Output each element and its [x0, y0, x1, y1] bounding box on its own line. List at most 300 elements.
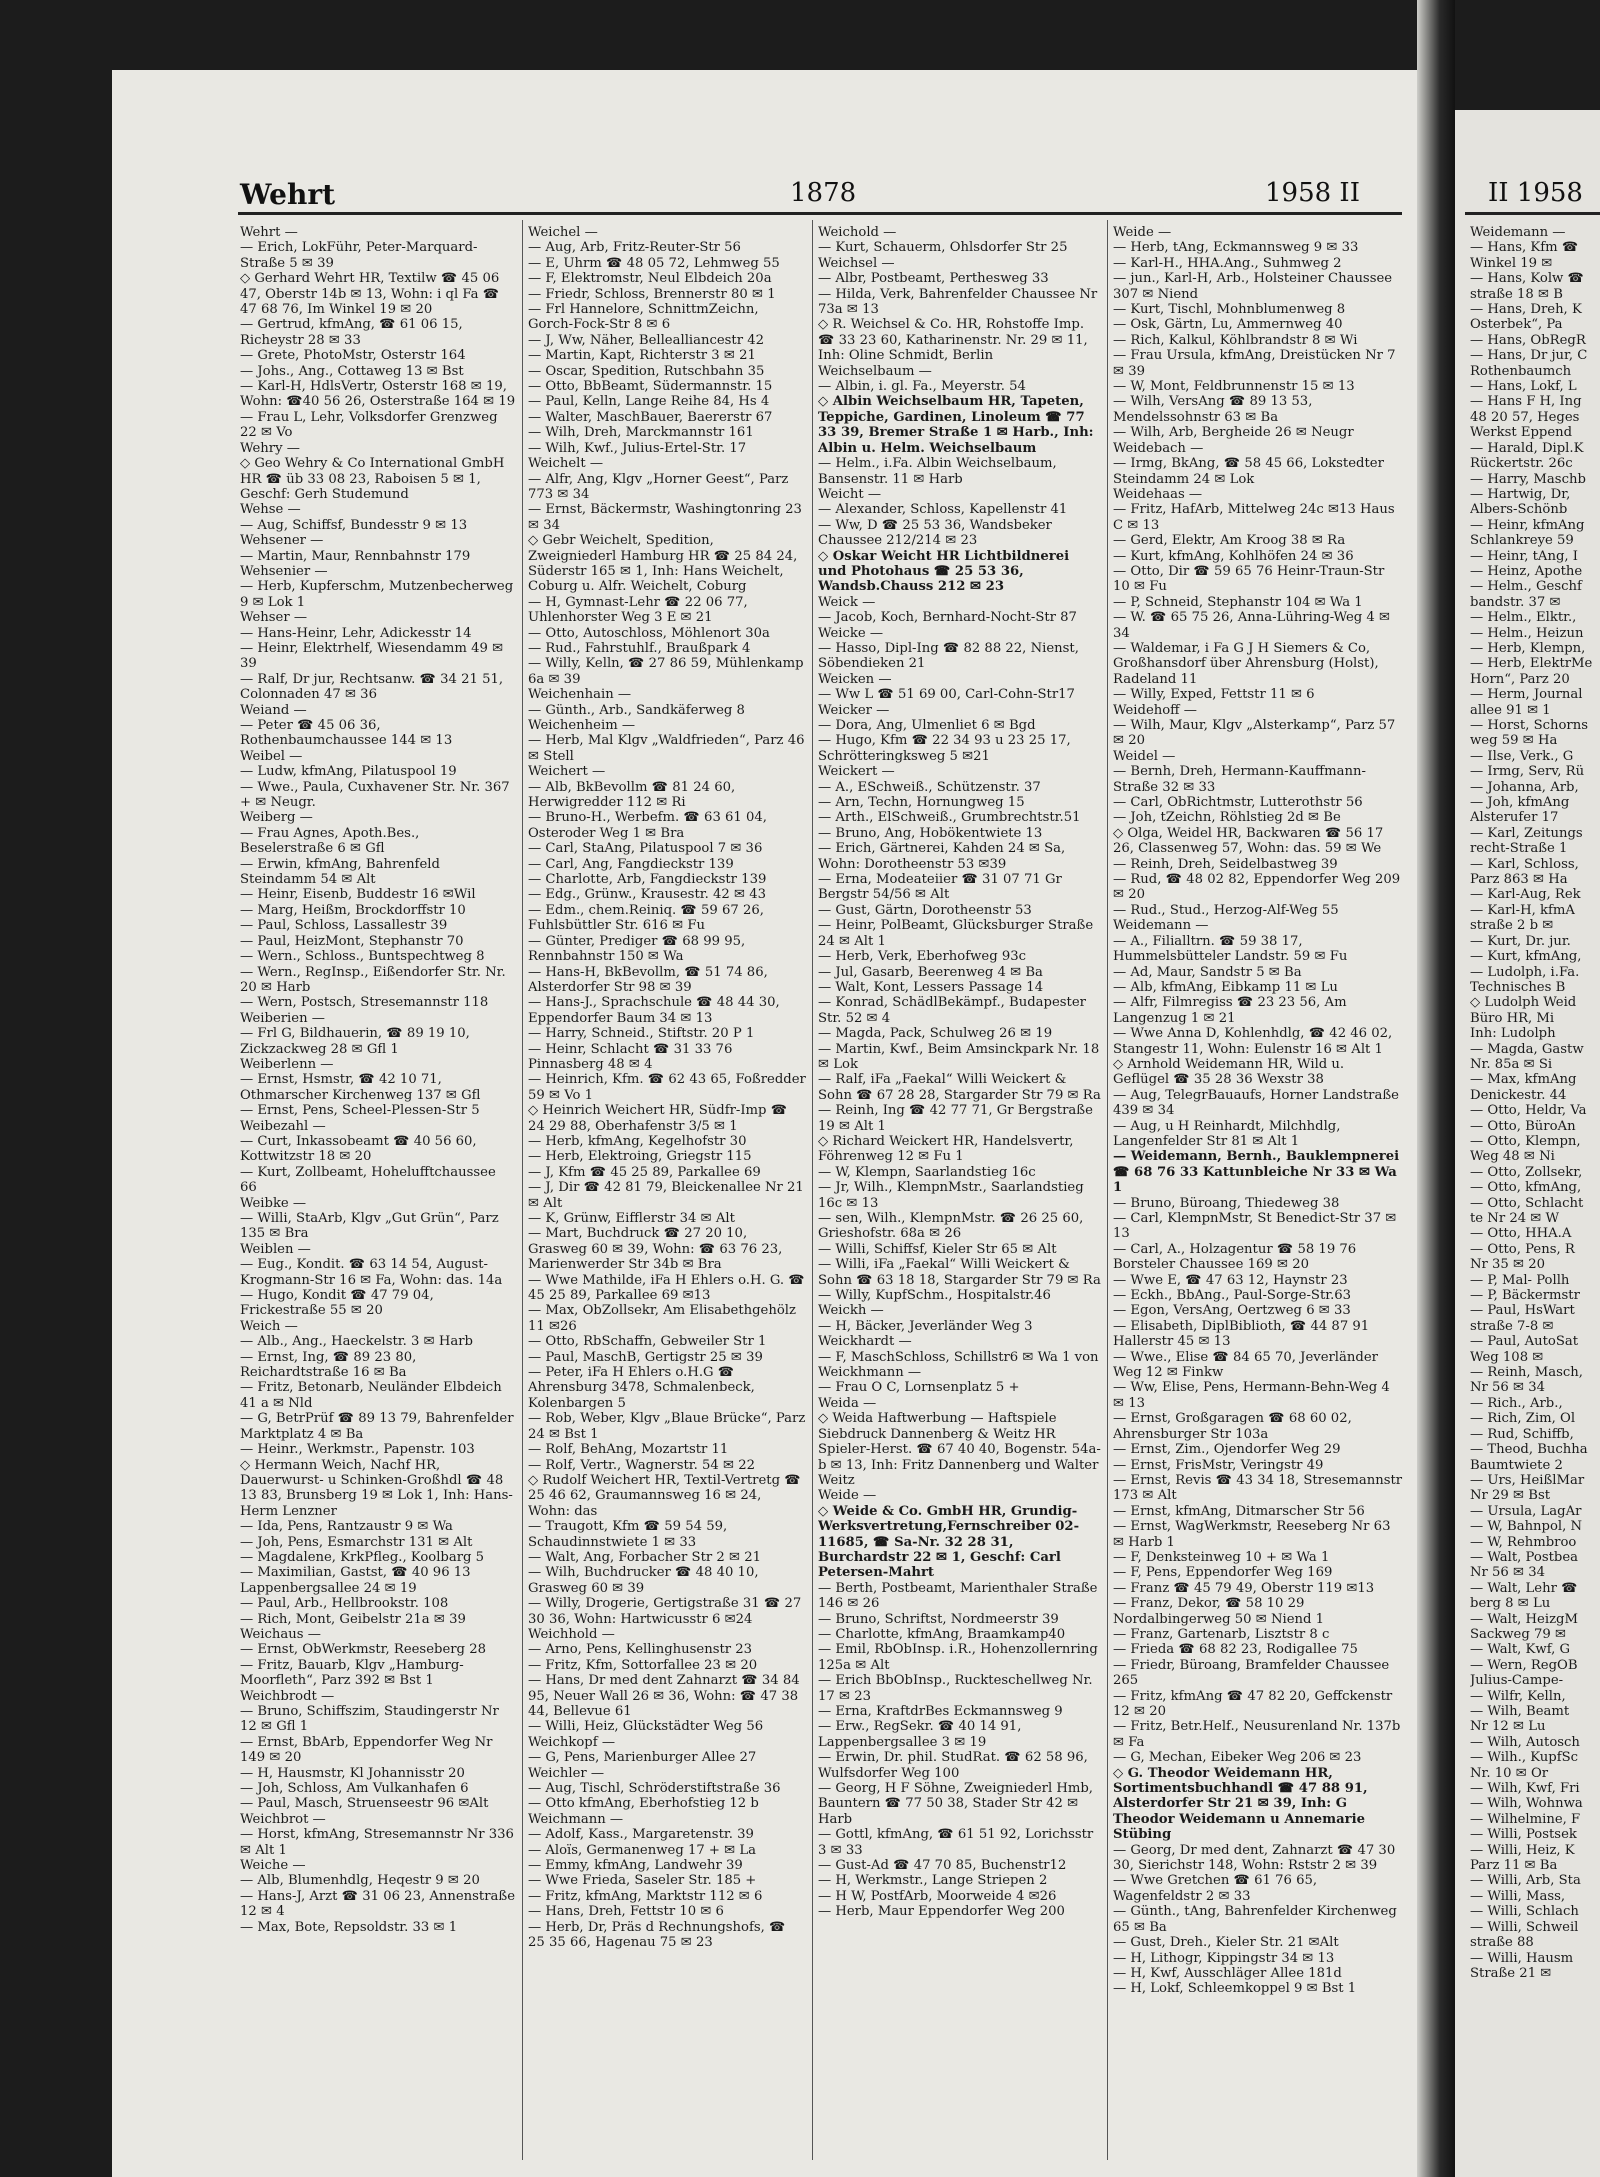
directory-entry: Straße 21 ✉: [1470, 1965, 1552, 1981]
directory-entry: Osterbek“, Pa: [1470, 317, 1563, 333]
directory-entry: Weichkopf —: [528, 1734, 616, 1750]
directory-entry: — Herb, Verk, Eberhofweg 93c: [818, 949, 1026, 965]
directory-entry: — J, Dir ☎ 42 81 79, Bleickenallee Nr 21 ✉ Alt: [528, 1180, 804, 1211]
directory-entry: — Günth., Arb., Sandkäferweg 8: [528, 702, 745, 718]
directory-entry: — Wern., RegInsp., Eißendorfer Str. Nr. 20 ✉ Harb: [240, 964, 506, 995]
directory-entry: Nr. 85a ✉ Si: [1470, 1056, 1553, 1072]
directory-entry: — Fritz, Bauarb, Klgv „Hamburg-Moorfleth“, Parz 392 ✉ Bst 1: [240, 1657, 464, 1689]
directory-entry: ◇ Weida Haftwerbung — Haftspiele Siebdruck Dannenberg & Weitz HR Spieler-Herst. ☎ 67 40 40, Bogenstr. 54a-b ✉ 13, Inh: Fritz Dannenberg und Walter Weitz: [818, 1411, 1101, 1488]
directory-entry: — Hans-H, BkBevollm, ☎ 51 74 86, Alsterdorfer Str 98 ✉ 39: [528, 964, 768, 995]
directory-entry: — E, Uhrm ☎ 48 05 72, Lehmweg 55: [528, 255, 780, 271]
directory-entry: — Karl-H, kfmA: [1470, 902, 1575, 918]
directory-entry: Baumtwiete 2: [1470, 1457, 1563, 1473]
next-page-header-rule: [1465, 212, 1600, 215]
directory-entry: — Friedr, Schloss, Brennerstr 80 ✉ 1: [528, 286, 776, 302]
directory-entry: Weichhold —: [528, 1626, 615, 1642]
directory-entry: — Alfr, Ang, Klgv „Horner Geest“, Parz 773 ✉ 34: [528, 471, 789, 502]
directory-entry: — Helm., Heizun: [1470, 625, 1584, 641]
directory-entry: — Aug, Schiffsf, Bundesstr 9 ✉ 13: [240, 517, 468, 533]
directory-entry: ◇ Albin Weichselbaum HR, Tapeten, Teppiche, Gardinen, Linoleum ☎ 77 33 39, Bremer Straße 1 ✉ Harb., Inh: Albin u. Helm. Weichselbaum: [818, 394, 1094, 456]
directory-entry: Julius-Campe-: [1470, 1673, 1564, 1689]
directory-entry: — F, MaschSchloss, Schillstr6 ✉ Wa 1 von Weickhmann —: [818, 1349, 1099, 1381]
column-divider: [522, 220, 523, 2160]
directory-entry: — Heinr, Schlacht ☎ 31 33 76 Pinnasberg 48 ✉ 4: [528, 1041, 733, 1072]
directory-entry: — Ernst, Bäckermstr, Washingtonring 23 ✉ 34: [528, 502, 802, 533]
directory-entry: — Ralf, Dr jur, Rechtsanw. ☎ 34 21 51, Colonnaden 47 ✉ 36: [240, 671, 504, 703]
directory-entry: Nr 56 ✉ 34: [1470, 1380, 1546, 1396]
directory-entry: Weichselbaum —: [818, 363, 932, 379]
directory-entry: — Hartwig, Dr,: [1470, 486, 1571, 502]
directory-entry: Werkst Eppend: [1470, 425, 1573, 441]
directory-entry: Weibel —: [240, 748, 303, 764]
directory-entry: Inh: Ludolph: [1470, 1026, 1556, 1042]
directory-entry: — Ww, Elise, Pens, Hermann-Behn-Weg 4 ✉ 13: [1113, 1380, 1390, 1411]
directory-entry: — Mart, Buchdruck ☎ 27 20 10, Grasweg 60 ✉ 39, Wohn: ☎ 63 76 23, Marienwerder Str 34b ✉ Bra: [528, 1226, 783, 1273]
directory-entry: — Wilh, Kwf., Julius-Ertel-Str. 17: [528, 440, 747, 456]
directory-entry: — Eckh., BbAng., Paul-Sorge-Str.63: [1113, 1288, 1352, 1304]
directory-entry: Nr 35 ✉ 20: [1470, 1257, 1546, 1273]
directory-entry: — Willi, iFa „Faekal“ Willi Weickert & Sohn ☎ 63 18 18, Stargarder Str 79 ✉ Ra: [818, 1257, 1101, 1288]
directory-entry: — Albin, i. gl. Fa., Meyerstr. 54: [818, 379, 1026, 395]
directory-entry: Weickert —: [818, 764, 895, 780]
directory-entry: — Fritz, Betr.Helf., Neusurenland Nr. 137b ✉ Fa: [1113, 1719, 1401, 1750]
directory-entry: ◇ Rudolf Weichert HR, Textil-Vertretg ☎ 25 46 62, Graumannsweg 16 ✉ 24, Wohn: das: [528, 1472, 801, 1519]
directory-entry: ◇ Richard Weickert HR, Handelsvertr, Föhrenweg 12 ✉ Fu 1: [818, 1133, 1074, 1165]
directory-entry: — Osk, Gärtn, Lu, Ammernweg 40: [1113, 317, 1343, 333]
directory-entry: — jun., Karl-H, Arb., Holsteiner Chaussee 307 ✉ Niend: [1113, 271, 1393, 302]
directory-entry: — Wilh, Beamt: [1470, 1704, 1570, 1719]
directory-entry: — Ernst, Pens, Scheel-Plessen-Str 5: [240, 1103, 480, 1119]
directory-entry: — Erich, Gärtnerei, Kahden 24 ✉ Sa, Wohn: Dorotheenstr 53 ✉39: [818, 841, 1066, 872]
directory-entry: — Carl, ObRichtmstr, Lutterothstr 56: [1113, 795, 1363, 811]
directory-entry: Wehse —: [240, 502, 301, 518]
directory-entry: — Herb, Maur Eppendorfer Weg 200: [818, 1904, 1065, 1920]
directory-entry: — Max, kfmAng: [1470, 1072, 1577, 1088]
directory-entry: — Ernst, ObWerkmstr, Reeseberg 28: [240, 1642, 486, 1658]
next-page-header: II 1958: [1488, 178, 1583, 208]
directory-entry: ◇ Ludolph Weid: [1470, 995, 1577, 1011]
directory-entry: — Frau O C, Lornsenplatz 5 +: [818, 1380, 1020, 1396]
directory-entry: — Wwe Anna D, Kohlenhdlg, ☎ 42 46 02, Stangestr 11, Wohn: Eulenstr 16 ✉ Alt 1: [1113, 1026, 1393, 1057]
directory-entry: Weidebach —: [1113, 440, 1204, 456]
directory-entry: — Frau Agnes, Apoth.Bes., Beselerstraße 6 ✉ Gfl: [240, 825, 420, 857]
directory-entry: — Kurt, Dr. jur.: [1470, 933, 1571, 949]
directory-entry: — Rud, ☎ 48 02 82, Eppendorfer Weg 209 ✉ 20: [1113, 872, 1401, 903]
directory-entry: straße 18 ✉ B: [1470, 286, 1563, 302]
directory-entry: — Rich., Arb.,: [1470, 1395, 1563, 1411]
directory-entry: — Grete, PhotoMstr, Osterstr 164: [240, 348, 466, 364]
directory-entry: — Heinr, Elektrhelf, Wiesendamm 49 ✉ 39: [240, 640, 504, 672]
directory-entry: — Ludolph, i.Fa.: [1470, 964, 1580, 980]
directory-entry: — Horst, Schorns: [1470, 718, 1588, 733]
directory-entry: — Hans, Dr jur, C: [1470, 348, 1588, 364]
directory-entry: — Rob, Weber, Klgv „Blaue Brücke“, Parz 24 ✉ Bst 1: [528, 1411, 806, 1442]
directory-entry: — Günter, Prediger ☎ 68 99 95, Rennbahnstr 150 ✉ Wa: [528, 933, 746, 965]
directory-entry: — Otto, Zollsekr,: [1470, 1164, 1583, 1180]
directory-entry: — Friedr, Büroang, Bramfelder Chaussee 265: [1113, 1657, 1390, 1689]
directory-entry: ◇ Gebr Weichelt, Spedition, Zweigniederl Hamburg HR ☎ 25 84 24, Süderstr 165 ✉ 1, Inh: Hans Weichelt, Coburg u. Alfr. Weichelt, Coburg: [528, 533, 798, 595]
directory-entry: — Rud., Fahrstuhlf., Braußpark 4: [528, 640, 751, 656]
directory-entry: allee 91 ✉ 1: [1470, 702, 1551, 718]
directory-entry: — P, Schneid, Stephanstr 104 ✉ Wa 1: [1113, 594, 1363, 610]
directory-entry: Büro HR, Mi: [1470, 1010, 1555, 1026]
directory-entry: — Charlotte, Arb, Fangdieckstr 139: [528, 872, 767, 888]
directory-entry: — Ralf, iFa „Faekal“ Willi Weickert & Sohn ☎ 67 28 28, Stargarder Str 79 ✉ Ra: [818, 1072, 1101, 1103]
directory-entry: — Aug, Tischl, Schröderstiftstraße 36: [528, 1781, 781, 1797]
directory-entry: — Erna, Modeateiier ☎ 31 07 71 Gr Bergstr 54/56 ✉ Alt: [818, 872, 1062, 903]
directory-entry: — Konrad, SchädlBekämpf., Budapester Str. 52 ✉ 4: [818, 995, 1086, 1026]
directory-entry: — Wilh., KupfSc: [1470, 1750, 1579, 1766]
directory-entry: — Walt, Postbea: [1470, 1549, 1579, 1565]
directory-entry: — Willy, KupfSchm., Hospitalstr.46: [818, 1288, 1051, 1304]
directory-entry: — Gottl, kfmAng, ☎ 61 51 92, Lorichsstr 3 ✉ 33: [818, 1827, 1094, 1858]
directory-entry: straße 2 b ✉: [1470, 918, 1554, 934]
directory-entry: Weicker —: [818, 702, 890, 718]
directory-entry: — Berth, Postbeamt, Marienthaler Straße 146 ✉ 26: [818, 1580, 1098, 1612]
directory-entry: — Walt, Kwf, G: [1470, 1642, 1571, 1658]
directory-entry: — Paul, Masch, Struenseestr 96 ✉Alt: [240, 1796, 489, 1812]
directory-entry: — Hasso, Dipl-Ing ☎ 82 88 22, Nienst, Söbendieken 21: [818, 640, 1079, 672]
directory-entry: — Hans, ObRegR: [1470, 332, 1586, 348]
directory-entry: — Ad, Maur, Sandstr 5 ✉ Ba: [1113, 964, 1302, 980]
directory-entry: — H, Gymnast-Lehr ☎ 22 06 77, Uhlenhorster Weg 3 E ✉ 21: [528, 594, 748, 626]
directory-entry: — Martin, Kwf., Beim Amsinckpark Nr. 18 ✉ Lok: [818, 1041, 1100, 1072]
directory-entry: Weide —: [1113, 225, 1172, 240]
directory-entry: — Otto, Pens, R: [1470, 1241, 1575, 1257]
directory-entry: — Helm., Geschf: [1470, 579, 1582, 595]
directory-entry: Weg 48 ✉ Ni: [1470, 1149, 1555, 1165]
directory-entry: — Franz ☎ 45 79 49, Oberstr 119 ✉13: [1113, 1580, 1375, 1596]
directory-entry: — Alb., Ang., Haeckelstr. 3 ✉ Harb: [240, 1334, 473, 1350]
directory-entry: — Ernst, Revis ☎ 43 34 18, Stresemannstr 173 ✉ Alt: [1113, 1472, 1403, 1504]
directory-entry: — Joh, tZeichn, Röhlstieg 2d ✉ Be: [1113, 810, 1341, 826]
directory-entry: — Weidemann, Bernh., Bauklempnerei ☎ 68 76 33 Kattunbleiche Nr 33 ✉ Wa 1: [1113, 1149, 1400, 1196]
directory-entry: — Aug, TelegrBauaufs, Horner Landstraße 439 ✉ 34: [1113, 1087, 1399, 1119]
directory-entry: Weidehoff —: [1113, 702, 1197, 718]
directory-entry: — Kurt, kfmAng,: [1470, 949, 1582, 965]
directory-entry: — Heinr, PolBeamt, Glücksburger Straße 24 ✉ Alt 1: [818, 918, 1094, 949]
directory-entry: — Herb, Dr, Präs d Rechnungshofs, ☎ 25 35 66, Hagenau 75 ✉ 23: [528, 1919, 786, 1951]
directory-entry: ◇ Oskar Weicht HR Lichtbildnerei und Photohaus ☎ 25 53 36, Wandsb.Chauss 212 ✉ 23: [818, 548, 1070, 595]
directory-entry: ◇ Olga, Weidel HR, Backwaren ☎ 56 17 26, Classenweg 57, Wohn: das. 59 ✉ We: [1113, 825, 1384, 857]
directory-entry: — Peter, iFa H Ehlers o.H.G ☎ Ahrensburg 3478, Schmalenbeck, Kolenbargen 5: [528, 1365, 755, 1411]
directory-entry: — Herb, Klempn,: [1470, 640, 1586, 656]
directory-entry: — Wwe., Paula, Cuxhavener Str. Nr. 367 + ✉ Neugr.: [240, 779, 510, 811]
directory-entry: — P, Bäckermstr: [1470, 1288, 1580, 1304]
directory-entry: — Paul, Kelln, Lange Reihe 84, Hs 4: [528, 394, 770, 410]
directory-entry: — Heinrich, Kfm. ☎ 62 43 65, Foßredder 59 ✉ Vo 1: [528, 1072, 806, 1103]
directory-entry: — Ernst, kfmAng, Ditmarscher Str 56: [1113, 1503, 1365, 1519]
directory-entry: — Gertrud, kfmAng, ☎ 61 06 15, Richeystr 28 ✉ 33: [240, 317, 463, 348]
directory-entry: ◇ G. Theodor Weidemann HR, Sortimentsbuchhandl ☎ 47 88 91, Alsterdorfer Str 21 ✉ 39, Inh: G Theodor Weidemann u Annemarie Stübing: [1113, 1765, 1368, 1843]
directory-entry: — Joh, Schloss, Am Vulkanhafen 6: [240, 1781, 469, 1797]
directory-entry: — Hugo, Kondit ☎ 47 79 04, Frickestraße 55 ✉ 20: [240, 1288, 434, 1319]
directory-entry: — Martin, Kapt, Richterstr 3 ✉ 21: [528, 348, 756, 364]
directory-entry: — P, Mal- Pollh: [1470, 1272, 1570, 1288]
directory-entry: — Wern., Schloss., Buntspechtweg 8: [240, 949, 485, 965]
directory-entry: — Otto, RbSchaffn, Gebweiler Str 1: [528, 1334, 767, 1350]
directory-entry: Weiberg —: [240, 810, 313, 826]
directory-column-2: [528, 225, 806, 2160]
directory-entry: ◇ Heinrich Weichert HR, Südfr-Imp ☎ 24 29 88, Oberhafenstr 3/5 ✉ 1: [528, 1103, 788, 1134]
directory-entry: — Wern, Postsch, Stresemannstr 118: [240, 995, 489, 1011]
directory-entry: — Walt, Ang, Forbacher Str 2 ✉ 21: [528, 1549, 761, 1565]
directory-entry: — Harald, Dipl.K: [1470, 440, 1584, 456]
directory-entry: — Rich, Mont, Geibelstr 21a ✉ 39: [240, 1611, 466, 1627]
directory-entry: — Rud, Schiffb,: [1470, 1426, 1574, 1442]
directory-entry: ◇ Weide & Co. GmbH HR, Grundig-Werksvertretung,Fernschreiber 02-11685, ☎ Sa-Nr. 32 28 31, Burchardstr 22 ✉ 1, Geschf: Carl Petersen-Mahrt: [818, 1503, 1080, 1581]
directory-entry: Technisches B: [1470, 979, 1566, 995]
directory-entry: — Max, ObZollsekr, Am Elisabethgehölz 11 ✉26: [528, 1303, 796, 1334]
directory-entry: — Paul, Arb., Hellbrookstr. 108: [240, 1596, 449, 1612]
directory-entry: Weidemann —: [1470, 225, 1566, 240]
directory-entry: — Curt, Inkassobeamt ☎ 40 56 60, Kottwitzstr 18 ✉ 20: [240, 1133, 477, 1165]
directory-entry: — Willy, Exped, Fettstr 11 ✉ 6: [1113, 687, 1315, 703]
directory-entry: — W. ☎ 65 75 26, Anna-Lühring-Weg 4 ✉ 34: [1113, 610, 1391, 641]
directory-entry: — Carl, A., Holzagentur ☎ 58 19 76 Borsteler Chaussee 169 ✉ 20: [1113, 1241, 1357, 1273]
directory-entry: Wehrt —: [240, 225, 298, 240]
directory-column-3: [818, 225, 1101, 2160]
directory-entry: — Wwe Mathilde, iFa H Ehlers o.H. G. ☎ 45 25 89, Parkallee 69 ✉13: [528, 1272, 805, 1304]
directory-entry: Weichbrodt —: [240, 1688, 335, 1704]
directory-entry: — Aug, Arb, Fritz-Reuter-Str 56: [528, 240, 741, 256]
directory-entry: — Egon, VersAng, Oertzweg 6 ✉ 33: [1113, 1303, 1351, 1319]
directory-entry: — K, Grünw, Eifflerstr 34 ✉ Alt: [528, 1211, 735, 1226]
directory-entry: — Ernst, FrisMstr, Veringstr 49: [1113, 1457, 1324, 1473]
directory-entry: — Arn, Techn, Hornungweg 15: [818, 795, 1025, 811]
directory-entry: — Hugo, Kfm ☎ 22 34 93 u 23 25 17, Schrötteringksweg 5 ✉21: [818, 733, 1071, 764]
directory-entry: Weich —: [240, 1318, 298, 1334]
directory-entry: — Hans-J., Sprachschule ☎ 48 44 30, Eppendorfer Baum 34 ✉ 13: [528, 995, 780, 1026]
directory-entry: — Erich BbObInsp., Ruckteschellweg Nr. 17 ✉ 23: [818, 1673, 1093, 1704]
directory-entry: — J, Ww, Näher, Bellealliancestr 42: [528, 332, 765, 348]
directory-entry: — H, Lokf, Schleemkoppel 9 ✉ Bst 1: [1113, 1981, 1357, 1997]
directory-entry: — Franz, Gartenarb, Lisztstr 8 c: [1113, 1626, 1330, 1642]
directory-entry: — Ernst, Großgaragen ☎ 68 60 02, Ahrensburger Str 103a: [1113, 1411, 1352, 1442]
directory-entry: — Peter ☎ 45 06 36, Rothenbaumchaussee 144 ✉ 13: [240, 718, 453, 749]
directory-entry: — Bruno, Schriftst, Nordmeerstr 39: [818, 1611, 1059, 1627]
directory-entry: — Alb, kfmAng, Eibkamp 11 ✉ Lu: [1113, 979, 1338, 995]
directory-entry: — Wwe Frieda, Saseler Str. 185 +: [528, 1873, 757, 1889]
directory-entry: Weidel —: [1113, 748, 1176, 764]
directory-entry: Weickhardt —: [818, 1334, 912, 1350]
directory-entry: — H, Lithogr, Kippingstr 34 ✉ 13: [1113, 1950, 1335, 1966]
directory-entry: ◇ Geo Wehry & Co International GmbH HR ☎ üb 33 08 23, Raboisen 5 ✉ 1, Geschf: Gerh Studemund: [240, 456, 505, 502]
directory-entry: — Wilh, VersAng ☎ 89 13 53, Mendelssohnstr 63 ✉ Ba: [1113, 394, 1313, 425]
directory-entry: — Otto, Heldr, Va: [1470, 1103, 1587, 1119]
directory-entry: Wehser —: [240, 610, 308, 626]
directory-entry: — Joh, Pens, Esmarchstr 131 ✉ Alt: [240, 1534, 473, 1550]
directory-entry: Nr 12 ✉ Lu: [1470, 1719, 1546, 1735]
directory-entry: — Emil, RbObInsp. i.R., Hohenzollernring 125a ✉ Alt: [818, 1642, 1098, 1673]
directory-entry: — Karl-H, HdlsVertr, Osterstr 168 ✉ 19, Wohn: ☎40 56 26, Osterstraße 164 ✉ 19: [240, 379, 516, 410]
directory-entry: — Carl, StaAng, Pilatuspool 7 ✉ 36: [528, 841, 763, 857]
directory-entry: — Karl-H., HHA.Ang., Suhmweg 2: [1113, 255, 1342, 271]
directory-entry: — Ida, Pens, Rantzaustr 9 ✉ Wa: [240, 1519, 453, 1535]
directory-entry: — Willy, Drogerie, Gertigstraße 31 ☎ 27 30 36, Wohn: Hartwicusstr 6 ✉24: [528, 1596, 802, 1627]
directory-entry: recht-Straße 1: [1470, 841, 1568, 857]
directory-entry: — Aug, u H Reinhardt, Milchhdlg, Langenfelder Str 81 ✉ Alt 1: [1113, 1118, 1341, 1149]
directory-entry: — H W, PostfArb, Moorweide 4 ✉26: [818, 1888, 1057, 1904]
directory-entry: — Hilda, Verk, Bahrenfelder Chaussee Nr 73a ✉ 13: [818, 286, 1098, 318]
directory-entry: — Johanna, Arb,: [1470, 779, 1579, 795]
book-gutter: [1417, 0, 1455, 2177]
directory-entry: — Waldemar, i Fa G J H Siemers & Co, Großhansdorf über Ahrensburg (Holst), Radeland 11: [1113, 640, 1379, 687]
directory-entry: — Alfr, Filmregiss ☎ 23 23 56, Am Langenzug 1 ✉ 21: [1113, 995, 1347, 1026]
directory-entry: — Heinr, kfmAng: [1470, 517, 1585, 533]
directory-entry: — Carl, KlempnMstr, St Benedict-Str 37 ✉ 13: [1113, 1211, 1397, 1242]
directory-entry: — Paul, HsWart: [1470, 1303, 1575, 1319]
directory-entry: — Jr, Wilh., KlempnMstr., Saarlandstieg 16c ✉ 13: [818, 1180, 1084, 1211]
directory-entry: — H, Kwf, Ausschläger Allee 181d: [1113, 1965, 1342, 1981]
directory-entry: — Joh, kfmAng: [1470, 795, 1570, 811]
directory-entry: — Wwe Gretchen ☎ 61 76 65, Wagenfeldstr 2 ✉ 33: [1113, 1873, 1318, 1904]
directory-entry: — Reinh, Ing ☎ 42 77 71, Gr Bergstraße 19 ✉ Alt 1: [818, 1103, 1093, 1134]
directory-entry: — Heinr, Eisenb, Buddestr 16 ✉Wil: [240, 887, 476, 903]
directory-entry: Weiand —: [240, 702, 307, 718]
directory-entry: — G, Mechan, Eibeker Weg 206 ✉ 23: [1113, 1750, 1362, 1766]
directory-entry: — Max, Bote, Repsoldstr. 33 ✉ 1: [240, 1919, 458, 1935]
directory-entry: — Hans F H, Ing: [1470, 394, 1582, 410]
directory-entry: — Arno, Pens, Kellinghusenstr 23: [528, 1642, 753, 1658]
directory-entry: — Aloïs, Germanenweg 17 + ✉ La: [528, 1842, 757, 1858]
directory-entry: — Gerd, Elektr, Am Kroog 38 ✉ Ra: [1113, 533, 1346, 549]
directory-entry: — Bruno, Schiffszim, Staudingerstr Nr 12 ✉ Gfl 1: [240, 1704, 499, 1735]
directory-entry: — Willi, Arb, Sta: [1470, 1873, 1581, 1889]
directory-entry: — Dora, Ang, Ulmenliet 6 ✉ Bgd: [818, 718, 1036, 733]
directory-entry: — Hans-J, Arzt ☎ 31 06 23, Annenstraße 12 ✉ 4: [240, 1888, 516, 1920]
directory-entry: — Charlotte, kfmAng, Braamkamp40: [818, 1626, 1066, 1642]
directory-entry: Weida —: [818, 1395, 877, 1411]
directory-entry: — Otto, Klempn,: [1470, 1133, 1581, 1149]
directory-entry: — Helm., i.Fa. Albin Weichselbaum, Bansenstr. 11 ✉ Harb: [818, 456, 1057, 487]
directory-entry: ◇ Hermann Weich, Nachf HR, Dauerwurst- u Schinken-Großhdl ☎ 48 13 83, Brunsberg 19 ✉ Lok 1, Inh: Hans-Herm Lenzner: [240, 1457, 513, 1519]
directory-entry: — Willi, StaArb, Klgv „Gut Grün“, Parz 135 ✉ Bra: [240, 1211, 499, 1242]
directory-entry: — Hans, Dreh, K: [1470, 302, 1582, 318]
directory-entry: — Ernst, Ing, ☎ 89 23 80, Reichardtstraße 16 ✉ Ba: [240, 1349, 417, 1381]
directory-entry: — Irmg, BkAng, ☎ 58 45 66, Lokstedter Steindamm 24 ✉ Lok: [1113, 456, 1384, 487]
page-running-title: Wehrt: [240, 178, 336, 211]
directory-entry: — Wilhelmine, F: [1470, 1811, 1581, 1827]
directory-entry: — Erich, LokFühr, Peter-Marquard-Straße 5 ✉ 39: [240, 240, 478, 271]
directory-entry: Alsterufer 17: [1470, 810, 1559, 826]
directory-column-4: [1113, 225, 1403, 2160]
directory-entry: Weichenheim —: [528, 718, 636, 733]
directory-entry: — Erna, KraftdrBes Eckmannsweg 9: [818, 1704, 1063, 1719]
directory-entry: — Magda, Pack, Schulweg 26 ✉ 19: [818, 1026, 1053, 1042]
directory-entry: Weickh —: [818, 1303, 884, 1319]
directory-entry: — Kurt, Schauerm, Ohlsdorfer Str 25: [818, 240, 1068, 256]
directory-entry: Wehry —: [240, 440, 300, 456]
directory-entry: — Karl-Aug, Rek: [1470, 887, 1581, 903]
directory-entry: — Willi, Schiffsf, Kieler Str 65 ✉ Alt: [818, 1241, 1057, 1257]
directory-entry: Weg 108 ✉: [1470, 1349, 1544, 1365]
directory-entry: Weiberien —: [240, 1010, 325, 1026]
directory-entry: — Wwe E, ☎ 47 63 12, Haynstr 23: [1113, 1272, 1348, 1288]
directory-entry: Weichmann —: [528, 1811, 624, 1827]
directory-entry: — Traugott, Kfm ☎ 59 54 59, Schaudinnstwiete 1 ✉ 33: [528, 1519, 728, 1550]
directory-entry: — Wilh, Dreh, Marckmannstr 161: [528, 425, 754, 441]
directory-entry: — Alb, BkBevollm ☎ 81 24 60, Herwigredder 112 ✉ Ri: [528, 779, 736, 811]
directory-entry: ◇ Gerhard Wehrt HR, Textilw ☎ 45 06 47, Oberstr 14b ✉ 13, Wohn: i ql Fa ☎ 47 68 76, Im Winkel 19 ✉ 20: [240, 271, 500, 318]
directory-entry: — Gust, Dreh., Kieler Str. 21 ✉Alt: [1113, 1935, 1339, 1951]
directory-entry: — Bernh, Dreh, Hermann-Kauffmann-Straße 32 ✉ 33: [1113, 764, 1366, 795]
directory-entry: — Heinr., Werkmstr., Papenstr. 103: [240, 1442, 475, 1458]
directory-entry: Weichold —: [818, 225, 897, 240]
directory-entry: — Ursula, LagAr: [1470, 1503, 1582, 1519]
directory-entry: — Wilh, Autosch: [1470, 1734, 1580, 1750]
directory-entry: — Gust-Ad ☎ 47 70 85, Buchenstr12: [818, 1858, 1067, 1874]
directory-entry: — Willi, Heiz, K: [1470, 1842, 1575, 1858]
directory-entry: — Fritz, Betonarb, Neuländer Elbdeich 41 a ✉ Nld: [240, 1380, 502, 1411]
directory-entry: — A., ESchweiß., Schützenstr. 37: [818, 779, 1041, 795]
directory-entry: — Otto kfmAng, Eberhofstieg 12 b: [528, 1796, 759, 1812]
directory-entry: Wehsener —: [240, 533, 324, 549]
directory-entry: — Harry, Maschb: [1470, 471, 1586, 487]
directory-entry: — Erwin, Dr. phil. StudRat. ☎ 62 58 96, Wulfsdorfer Weg 100: [818, 1750, 1088, 1781]
directory-entry: Weichbrot —: [240, 1811, 326, 1827]
directory-entry: Wehsenier —: [240, 563, 328, 579]
column-divider: [1107, 220, 1108, 2160]
directory-entry: — Wilfr, Kelln,: [1470, 1688, 1566, 1704]
directory-entry: 48 20 57, Heges: [1470, 409, 1580, 425]
directory-entry: — Reinh, Masch,: [1470, 1365, 1583, 1381]
directory-entry: — Bruno, Büroang, Thiedeweg 38: [1113, 1195, 1340, 1211]
directory-entry: Nr. 10 ✉ Or: [1470, 1765, 1549, 1781]
directory-entry: — sen, Wilh., KlempnMstr. ☎ 26 25 60, Grieshofstr. 68a ✉ 26: [818, 1211, 1084, 1242]
directory-entry: — H, Hausmstr, Kl Johannisstr 20: [240, 1765, 465, 1781]
year-volume: 1958 II: [1265, 178, 1360, 208]
directory-entry: — Rich, Kalkul, Köhlbrandstr 8 ✉ Wi: [1113, 332, 1358, 348]
next-page-column: [1470, 225, 1600, 2160]
directory-entry: — Herb, kfmAng, Kegelhofstr 30: [528, 1133, 747, 1149]
directory-entry: — Georg, Dr med dent, Zahnarzt ☎ 47 30 30, Sierichstr 148, Wohn: Rststr 2 ✉ 39: [1113, 1842, 1396, 1874]
directory-entry: — Herm, Journal: [1470, 687, 1583, 703]
directory-entry: — Paul, AutoSat: [1470, 1334, 1579, 1350]
directory-entry: ◇ R. Weichsel & Co. HR, Rohstoffe Imp. ☎ 33 23 60, Katharinenstr. Nr. 29 ✉ 11, Inh: Oline Schmidt, Berlin: [818, 317, 1088, 364]
directory-entry: — Hans, Lokf, L: [1470, 379, 1577, 395]
directory-entry: — Ww L ☎ 51 69 00, Carl-Cohn-Str17: [818, 687, 1075, 703]
directory-entry: — Frl G, Bildhauerin, ☎ 89 19 10, Zickzackweg 28 ✉ Gfl 1: [240, 1026, 470, 1057]
directory-entry: — Willi, Mass,: [1470, 1888, 1566, 1904]
directory-entry: — Walter, MaschBauer, Baererstr 67: [528, 409, 773, 425]
directory-entry: — Jacob, Koch, Bernhard-Nocht-Str 87: [818, 610, 1077, 626]
directory-entry: — Hans-Heinr, Lehr, Adickesstr 14: [240, 625, 472, 641]
directory-entry: — Elisabeth, DiplBiblioth, ☎ 44 87 91 Hallerstr 45 ✉ 13: [1113, 1318, 1370, 1350]
directory-entry: — Fritz, kfmAng ☎ 47 82 20, Geffckenstr 12 ✉ 20: [1113, 1688, 1393, 1719]
directory-entry: — A., Filialltrn. ☎ 59 38 17, Hummelsbütteler Landstr. 59 ✉ Fu: [1113, 933, 1348, 965]
directory-entry: — Kurt, kfmAng, Kohlhöfen 24 ✉ 36: [1113, 548, 1354, 564]
directory-entry: — Otto, Schlacht: [1470, 1195, 1584, 1211]
directory-entry: — F, Elektromstr, Neul Elbdeich 20a: [528, 271, 772, 287]
directory-entry: — Frau Ursula, kfmAng, Dreistücken Nr 7 ✉ 39: [1113, 348, 1396, 379]
directory-entry: — Rud., Stud., Herzog-Alf-Weg 55: [1113, 902, 1339, 918]
directory-entry: — Kurt, Tischl, Mohnblumenweg 8: [1113, 302, 1346, 318]
directory-entry: — Willy, Kelln, ☎ 27 86 59, Mühlenkamp 6a ✉ 39: [528, 656, 804, 687]
directory-entry: — Otto, BbBeamt, Südermannstr. 15: [528, 379, 773, 395]
directory-entry: Weicken —: [818, 671, 892, 687]
directory-entry: Weibke —: [240, 1195, 307, 1211]
directory-entry: — Johs., Ang., Cottaweg 13 ✉ Bst: [240, 363, 464, 379]
directory-entry: — G, Pens, Marienburger Allee 27: [528, 1750, 757, 1766]
directory-entry: — Hans, Kfm ☎: [1470, 240, 1579, 256]
directory-entry: Weichel —: [528, 225, 598, 240]
directory-entry: — Karl, Zeitungs: [1470, 825, 1583, 841]
directory-entry: — Emmy, kfmAng, Landwehr 39: [528, 1858, 743, 1874]
directory-entry: Weiche —: [240, 1858, 306, 1874]
directory-entry: — Frieda ☎ 68 82 23, Rodigallee 75: [1113, 1642, 1358, 1658]
header-rule: [238, 212, 1402, 215]
